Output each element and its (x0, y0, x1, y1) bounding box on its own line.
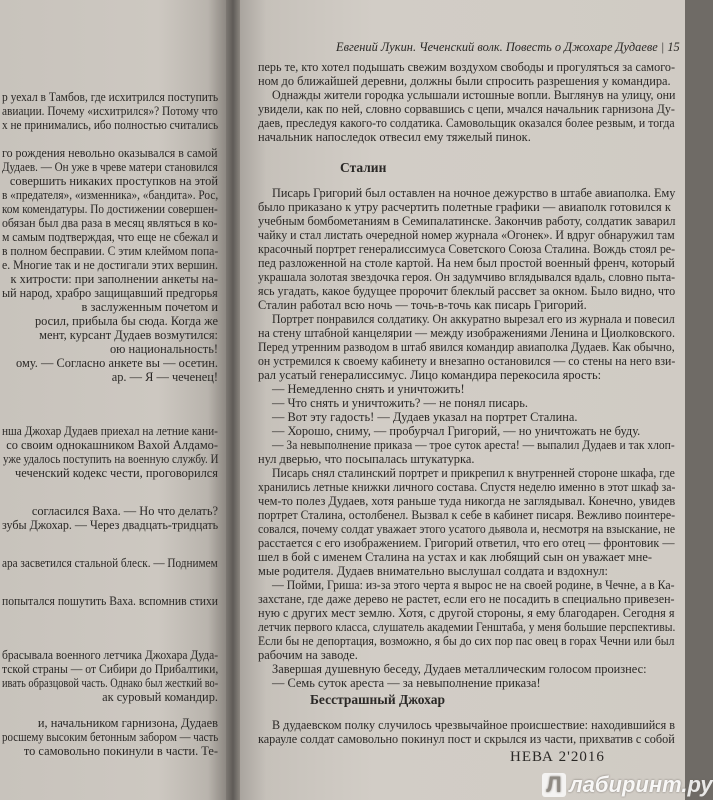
right-text-line: расстается с его изображением. Григорий ответил, что его отец — фронтовик — (258, 536, 675, 550)
right-text-line: захстане, где даже дерево не растет, если его не посадить в специально привезен- (258, 592, 675, 606)
left-text-line: ар. — Я — чеченец! (111, 370, 218, 384)
left-text-line: брасывала военного летчика Джохара Дуда- (1, 648, 218, 662)
left-text-line: р уехал в Тамбов, где исхитрился поступить (1, 90, 218, 104)
left-text-line: ком комендатуры. По достижении совершен- (2, 202, 218, 216)
left-text-line: то самовольно покинули в части. Те- (23, 744, 218, 758)
right-text-line: украшала золотая звездочка героя. Он задумчиво вглядывался вдаль, словно пыта- (258, 270, 676, 284)
left-text-line: е. Многие так и не достигали этих вершин. (2, 258, 218, 272)
right-text-line: мые родителя. Дудаев внимательно выслушал солдата и вздохнул: (258, 564, 608, 578)
left-text-line: Дудаев. — Он уже в чреве матери становился (2, 160, 218, 174)
left-text-line: росшему высоким бетонным забором — часть (1, 730, 218, 744)
right-page-text (240, 0, 685, 800)
left-text-line: и, начальником гарнизона, Дудаев (37, 716, 218, 730)
right-text-line: — Семь суток ареста — за невыполнение приказа! (272, 676, 541, 690)
right-text-line: летчик первого класса, слушатель академии Генштаба, у меня большие перспективы. (258, 620, 676, 634)
running-head: Евгений Лукин. Чеченский волк. Повесть о Джохаре Дудаеве | 15 (336, 40, 680, 54)
left-text-line: ому. — Согласно анкете вы — осетин. (16, 356, 218, 370)
right-text-line: ясь угадать, какое будущее пророчит блеклый рассвет за окном. Было видно, что (258, 284, 676, 298)
labirint-watermark (542, 772, 713, 798)
right-text-line: красочный портрет генералиссимуса Советского Союза Сталина. Вождь стоял ре- (258, 242, 676, 256)
left-text-line: го рождения невольно оказывался в самой (2, 146, 218, 160)
right-text-line: — Немедленно снять и уничтожить! (272, 382, 465, 396)
right-text-line: — Что снять и уничтожить? — не понял писарь. (272, 396, 528, 410)
right-text-line: Писарь Григорий был оставлен на ночное дежурство в штабе авиаполка. Ему (272, 186, 676, 200)
left-page-text (0, 0, 226, 800)
left-text-line: чеченский кодекс чести, проговорился (15, 466, 218, 480)
right-page (240, 0, 685, 800)
left-text-line: со своим однокашником Вахой Алдамо- (6, 438, 218, 452)
book-gutter (226, 0, 240, 800)
right-text-line: на стену штабной канцелярии — между изображениями Ленина и Циолковского. (258, 326, 675, 340)
right-text-line: — За невыполнение приказа — трое суток ареста! — выпалил Дудаев и так хлоп- (272, 438, 675, 452)
left-text-line: ою национальность! (109, 342, 218, 356)
right-text-line: Портрет понравился солдатику. Он аккуратно вырезал его из журнала и повесил (272, 312, 675, 326)
right-text-line: Если бы не депортация, возможно, я бы до сих пор пас овец в горах Чечни или был (258, 634, 675, 648)
right-text-line: — Хорошо, сниму, — пробурчал Григорий, — но уничтожать не буду. (272, 424, 641, 438)
left-text-line: тской страны — от Сибири до Прибалтики, (1, 662, 218, 676)
right-text-line: начальник напоследок отвесил ему тяжелый пинок. (258, 130, 531, 144)
right-text-line: чем-то полез Дудаев, хотя раньше туда никогда не заглядывал. Конечно, увидев (258, 494, 676, 508)
left-text-line: росил, прибыла бы сюда. Когда же (34, 314, 218, 328)
right-text-line: Завершая душевную беседу, Дудаев металлическим голосом произнес: (272, 662, 647, 676)
left-text-line: в «предателя», «изменника», «бандита». Рос, (1, 188, 218, 202)
right-text-line: перь те, кто хотел подышать свежим воздухом свободы и прогуляться за самого- (258, 60, 676, 74)
left-text-line: зубы Джохар. — Через двадцать-тридцать (1, 518, 218, 532)
right-text-line: — Вот эту гадость! — Дудаев указал на портрет Сталина. (272, 410, 578, 424)
right-text-line: портрет Сталина, остолбенел. Вызвал к себе в кабинет писаря. Вежливо поинтере- (258, 508, 676, 522)
left-text-line: ый народ, храбро защищавший предгорья (2, 286, 218, 300)
right-text-line: пед разложенной на столе картой. На нем был простой военный френч, который (258, 256, 675, 270)
left-text-line: х не принимались, ибо полностью считались (1, 118, 218, 132)
right-text-line: увидели, как по ней, словно сорвавшись с цепи, мчался начальник гарнизона Ду- (258, 102, 675, 116)
left-text-line: ивать образцовой часть. Однако был жесткий во- (1, 676, 218, 690)
right-text-line: даев, преследуя какого-то солдатика. Самовольщик оказался более резвым, и тогда (258, 116, 675, 130)
left-text-line: уже удалось поступить на военную службу. И (2, 452, 218, 466)
left-text-line: м самым подтверждая, что еще не сбежал и (1, 230, 218, 244)
left-text-line: совершить никаких проступков на этой (9, 174, 218, 188)
left-text-line: в полном бесправии. С этим клеймом попа- (1, 244, 218, 258)
left-text-line: обязан был два раза в месяц являться в ко- (2, 216, 218, 230)
left-text-line: авиации. Почему «исхитрился»? Потому что (2, 104, 218, 118)
right-text-line: ную с других мест землю. Хотя, с другой стороны, я ему благодарен. Сегодня я (258, 606, 675, 620)
journal-footer: НЕВА 2'2016 (510, 749, 605, 765)
right-text-line: Сталин работал всю ночь — точь-в-точь как писарь Григорий. (258, 298, 587, 312)
right-text-line: рабочим на заводе. (258, 648, 358, 662)
right-text-line: Перед утренним разводом в штаб явился командир авиаполка Дудаев. Как обычно, (258, 340, 675, 354)
right-text-line: шел в бой с именем Сталина на устах и как любящий сын он уважает мне- (258, 550, 652, 564)
right-text-line: хранились летные книжки личного состава. Спустя неделю именно в этот шкаф за- (258, 480, 676, 494)
watermark-text: лабиринт.ру (569, 772, 713, 797)
right-text-line: карауле солдат самовольно покинул пост и скрылся из части, прихватив с собой (258, 732, 675, 746)
left-text-line: ак суровый командир. (102, 690, 218, 704)
labirint-logo-icon: Л (542, 773, 566, 797)
left-text-line: ара засветился стальной блеск. — Поднимем (2, 556, 218, 570)
right-text-line: было приказано к утру расчертить полетные графики — авиаполк готовился к (258, 200, 671, 214)
right-text-line: он устремился к своему кабинету и внезапно остановился — со стены на него взи- (258, 354, 676, 368)
right-text-line: чайку и стал листать очередной номер журнала «Огонек». И вдруг обнаружил там (258, 228, 675, 242)
right-text-line: Писарь снял сталинский портрет и прикрепил к внутренней стороне шкафа, где (272, 466, 675, 480)
left-text-line: к хитрости: при заполнении анкеты на- (10, 272, 218, 286)
left-text-line: нша Джохар Дудаев приехал на летние кани- (2, 424, 218, 438)
right-text-line: — Пойми, Гриша: из-за этого черта я вырос не на своей родине, в Чечне, а в Ка- (272, 578, 675, 592)
left-text-line: в заслуженным почетом и (81, 300, 218, 314)
left-text-line: согласился Ваха. — Но что делать? (31, 504, 218, 518)
left-text-line: попытался пошутить Ваха. вспомнив стихи (2, 594, 218, 608)
section-title-fearless-dzhokhar: Бесстрашный Джохар (310, 692, 445, 707)
left-page (0, 0, 226, 800)
right-text-line: рал усатый генералиссимус. Лицо командира перекосила ярость: (258, 368, 602, 382)
right-text-line: нул дверью, что посыпалась штукатурка. (258, 452, 475, 466)
left-text-line: мент, курсант Дудаев возмутился: (39, 328, 218, 342)
right-text-line: Однажды жители городка услышали истошные вопли. Выглянув на улицу, они (272, 88, 676, 102)
right-text-line: В дудаевском полку случилось чрезвычайное происшествие: находившийся в (272, 718, 676, 732)
right-text-line: совался, почему солдат уважает этого усатого дьявола и, несмотря на взыскание, не (258, 522, 676, 536)
right-text-line: ном до ближайшей деревни, должны были спросить разрешения у командира. (258, 74, 671, 88)
section-title-stalin: Сталин (340, 160, 387, 175)
right-text-line: учебным бомбометаниям в Семипалатинске. Закончив работу, солдатик заварил (258, 214, 676, 228)
